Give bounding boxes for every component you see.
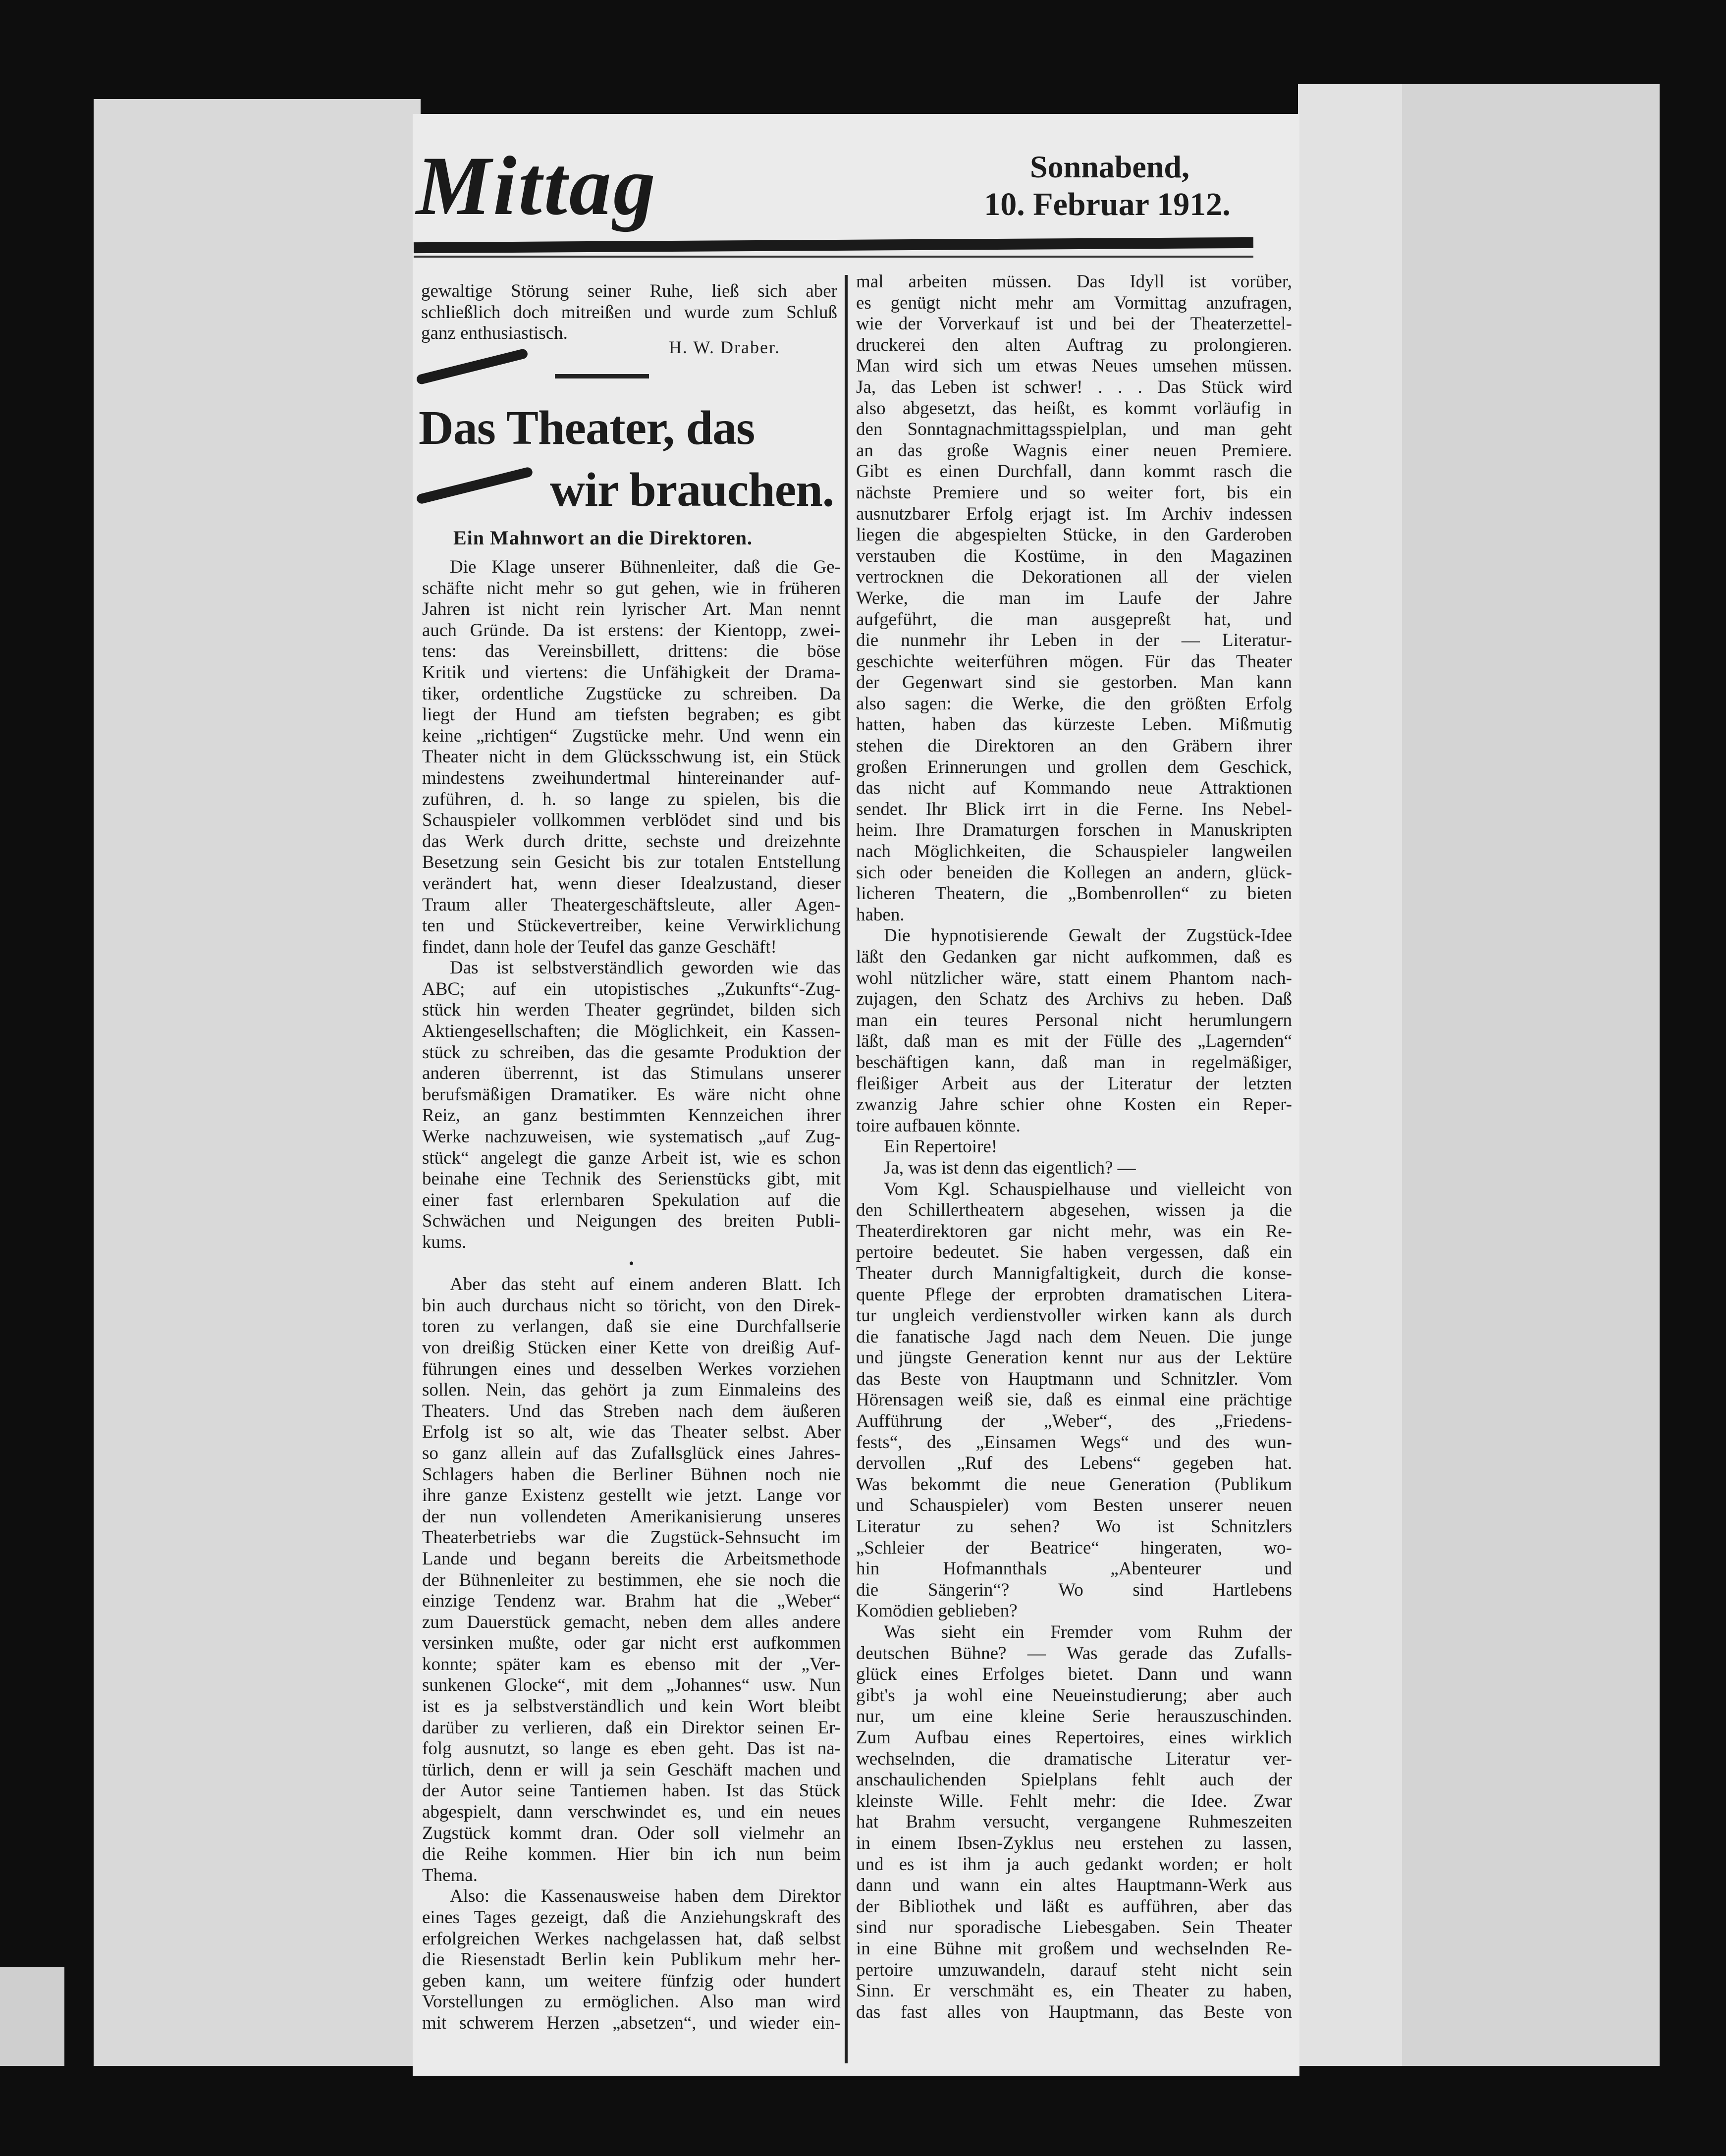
text-line: großen Erinnerungen und grollen dem Geschick, xyxy=(856,756,1292,777)
text-line: Zum Aufbau eines Repertoires, eines wirklich xyxy=(856,1727,1292,1748)
text-line: das nicht auf Kommando neue Attraktionen xyxy=(856,778,1292,799)
text-line: gibt's ja wohl eine Neueinstudierung; aber auch xyxy=(856,1685,1292,1706)
text-line: erfolgreichen Werkes nachgelassen hat, daß selbst xyxy=(422,1928,841,1949)
paragraph xyxy=(856,271,1292,925)
text-line: schließlich doch mitreißen und wurde zum Schluß xyxy=(421,302,837,323)
text-line: verstauben die Kostüme, in den Magazinen xyxy=(856,545,1292,566)
issue-date: 10. Februar 1912. xyxy=(984,186,1231,222)
paragraph xyxy=(422,1886,841,2034)
text-line: der Bibliothek und läßt es aufführen, aber das xyxy=(856,1896,1292,1917)
text-line: folg ausnutzt, so lange es eben geht. Das ist na- xyxy=(422,1738,841,1759)
text-line: türlich, denn er will ja sein Geschäft machen und xyxy=(422,1759,841,1780)
text-line: wie der Vorverkauf ist und bei der Theaterzettel- xyxy=(856,314,1292,334)
text-line: wechselnden, die dramatische Literatur ver- xyxy=(856,1748,1292,1769)
text-line: Reiz, an ganz bestimmten Kennzeichen ihrer xyxy=(422,1105,841,1126)
text-line: Werke nachzuweisen, wie systematisch „auf Zug- xyxy=(422,1127,841,1147)
text-line: Aktiengesellschaften; die Möglichkeit, ein Kassen- xyxy=(422,1021,841,1042)
text-line: stück“ angelegt die ganze Arbeit ist, wie es schon xyxy=(422,1147,841,1168)
text-line: läßt, daß man es mit der Fülle des „Lagernden“ xyxy=(856,1031,1292,1052)
section-separator: • xyxy=(629,1255,634,1272)
text-line: mal arbeiten müssen. Das Idyll ist vorüber, xyxy=(856,271,1292,292)
text-line: man ein teures Personal nicht herumlungern xyxy=(856,1010,1292,1030)
paragraph xyxy=(422,1274,841,1886)
text-line: liegt der Hund am tiefsten begraben; es gibt xyxy=(422,704,841,725)
text-line: stehen die Direktoren an den Gräbern ihrer xyxy=(856,736,1292,756)
text-line: Komödien geblieben? xyxy=(856,1601,1018,1621)
text-line: ganz enthusiastisch. xyxy=(421,323,568,344)
text-line: die fanatische Jagd nach dem Neuen. Die junge xyxy=(856,1326,1292,1347)
article-column-right xyxy=(856,271,1292,2023)
text-line: mit schwerem Herzen „absetzen“, und wieder ein- xyxy=(422,2012,841,2033)
text-line: vertrocknen die Dekorationen all der vielen xyxy=(856,567,1292,588)
text-line: aufgeführt, die man ausgepreßt hat, und xyxy=(856,609,1292,630)
text-line: tiker, ordentliche Zugstücke zu schreiben. Da xyxy=(422,683,841,704)
text-line: fests“, des „Einsamen Wegs“ und des wun- xyxy=(856,1432,1292,1453)
text-line: sunkenen Glocke“, mit dem „Johannes“ usw. Nun xyxy=(422,1675,841,1696)
text-line: Theater nicht in dem Glücksschwung ist, ein Stück xyxy=(422,747,841,767)
background-page-left xyxy=(94,99,421,2066)
text-line: Was sieht ein Fremder vom Ruhm der xyxy=(884,1622,1292,1642)
text-line: das Werk durch dritte, sechste und dreizehnte xyxy=(422,831,841,852)
text-line: einer fast erlernbaren Spekulation auf die xyxy=(422,1189,841,1210)
text-line: Was bekommt die neue Generation (Publikum xyxy=(856,1474,1292,1495)
headline-line-2: wir brauchen. xyxy=(550,463,834,517)
paragraph xyxy=(856,925,1292,1136)
text-line: in einem Ibsen-Zyklus neu erstehen zu lassen, xyxy=(856,1833,1292,1853)
text-line: „Schleier der Beatrice“ hingeraten, wo- xyxy=(856,1537,1292,1558)
text-line: schäfte nicht mehr so gut gehen, wie in früheren xyxy=(422,578,841,598)
preceding-article-author: H. W. Draber. xyxy=(669,337,780,357)
text-line: geschichte weiterführen mögen. Für das Theater xyxy=(856,651,1292,672)
text-line: von dreißig Stücken einer Kette von dreißig Auf- xyxy=(422,1337,841,1358)
paragraph xyxy=(422,958,841,1253)
text-line: toire aufbauen könnte. xyxy=(856,1115,1021,1136)
text-line: also abgesetzt, das heißt, es kommt vorläufig in xyxy=(856,398,1292,419)
text-line: geben kann, um weitere fünfzig oder hundert xyxy=(422,1970,841,1991)
issue-weekday: Sonnabend, xyxy=(1030,149,1189,184)
newspaper-masthead: Mittag xyxy=(416,139,657,232)
text-line: dervollen „Ruf des Lebens“ gegeben hat. xyxy=(856,1453,1292,1474)
text-line: Besetzung sein Gesicht bis zur totalen Entstellung xyxy=(422,852,841,873)
text-line: Theater durch Mannigfaltigkeit, durch die konse- xyxy=(856,1263,1292,1284)
text-line: ist es ja selbstverständlich und kein Wort bleibt xyxy=(422,1696,841,1717)
paragraph xyxy=(856,1158,1292,1179)
text-line: die Riesenstadt Berlin kein Publikum mehr her- xyxy=(422,1949,841,1970)
text-line: beschäftigen kann, daß man in regelmäßiger, xyxy=(856,1052,1292,1073)
paragraph xyxy=(856,1622,1292,2023)
text-line: nach Möglichkeiten, die Schauspieler langweilen xyxy=(856,841,1292,862)
article-column-left xyxy=(422,557,841,2034)
text-line: verändert hat, wenn dieser Idealzustand, dieser xyxy=(422,873,841,894)
text-line: zuführen, d. h. so lange zu spielen, bis die xyxy=(422,789,841,809)
text-line: so ganz allein auf das Zufallsglück eines Jahres- xyxy=(422,1443,841,1463)
paragraph xyxy=(856,1179,1292,1622)
text-line: Schlagers haben die Berliner Bühnen noch nie xyxy=(422,1464,841,1485)
text-line: einzige Tendenz war. Brahm hat die „Weber“ xyxy=(422,1591,841,1612)
text-line: glück eines Erfolges bietet. Dann und wann xyxy=(856,1664,1292,1685)
text-line: und es ist ihm ja auch gedankt worden; er holt xyxy=(856,1854,1292,1875)
text-line: hat Brahm versucht, vergangene Ruhmeszeiten xyxy=(856,1812,1292,1833)
column-divider xyxy=(845,275,848,2063)
text-line: tens: das Vereinsbillett, drittens: die böse xyxy=(422,641,841,662)
paragraph xyxy=(856,1136,1292,1158)
text-line: hin Hofmannthals „Abenteurer und xyxy=(856,1559,1292,1579)
text-line: druckerei den alten Auftrag zu prolongieren. xyxy=(856,334,1292,355)
text-line: pertoire bedeutet. Sie haben vergessen, daß ein xyxy=(856,1242,1292,1263)
text-line: Werke, die man im Laufe der Jahre xyxy=(856,588,1292,608)
text-line: deutschen Bühne? — Was gerade das Zufalls- xyxy=(856,1643,1292,1664)
text-line: findet, dann hole der Teufel das ganze Geschäft! xyxy=(422,936,777,957)
text-line: es genügt nicht mehr am Vormittag anzufragen, xyxy=(856,292,1292,313)
text-line: läßt den Gedanken gar nicht aufkommen, daß es xyxy=(856,947,1292,967)
text-line: Schwächen und Neigungen des breiten Publi- xyxy=(422,1211,841,1232)
text-line: Theaterdirektoren gar nicht mehr, was ein Re- xyxy=(856,1221,1292,1241)
text-line: nur, um eine kleine Serie herauszuschinden. xyxy=(856,1706,1292,1727)
text-line: der Bühnenleiter zu bestimmen, ehe sie noch die xyxy=(422,1569,841,1590)
text-line: führungen eines und desselben Werkes vorziehen xyxy=(422,1358,841,1379)
text-line: ausnutzbarer Erfolg erjagt ist. Im Archiv indessen xyxy=(856,503,1292,524)
text-line: ten und Stückevertreiber, keine Verwirklichung xyxy=(422,916,841,936)
masthead-thin-rule xyxy=(414,256,1253,258)
text-line: und jüngste Generation kennt nur aus der Lektüre xyxy=(856,1348,1292,1368)
text-line: stück hin werden Theater gegründet, bilden sich xyxy=(422,1000,841,1021)
text-line: kleinste Wille. Fehlt mehr: die Idee. Zwar xyxy=(856,1790,1292,1811)
text-line: ABC; auf ein utopistisches „Zukunfts“-Zug- xyxy=(422,978,841,999)
text-line: Die hypnotisierende Gewalt der Zugstück-Idee xyxy=(884,925,1292,946)
text-line: kums. xyxy=(422,1232,467,1252)
text-line: Aber das steht auf einem anderen Blatt. Ich xyxy=(450,1274,841,1295)
text-line: nächste Premiere und so weiter fort, bis ein xyxy=(856,482,1292,503)
text-line: bin auch durchaus nicht so töricht, von den Direk- xyxy=(422,1295,841,1316)
article-separator-rule xyxy=(555,374,649,378)
text-line: Vom Kgl. Schauspielhause und vielleicht von xyxy=(884,1179,1292,1199)
paragraph xyxy=(422,557,841,958)
text-line: die nunmehr ihr Leben in der — Literatur- xyxy=(856,630,1292,651)
text-line: sollen. Nein, das gehört ja zum Einmaleins des xyxy=(422,1380,841,1401)
text-line: zujagen, den Schatz des Archivs zu heben. Daß xyxy=(856,989,1292,1010)
text-line: Zugstück kommt dran. Oder soll vielmehr an xyxy=(422,1823,841,1843)
text-line: anderen überrennt, ist das Stimulans unserer xyxy=(422,1063,841,1084)
text-line: der nun vollendeten Amerikanisierung unseres xyxy=(422,1506,841,1527)
text-line: den Sonntagnachmittagsspielplan, und man geht xyxy=(856,419,1292,440)
text-line: keine „richtigen“ Zugstücke mehr. Und wenn ein xyxy=(422,725,841,746)
preceding-article-end xyxy=(421,280,837,343)
text-line: Die Klage unserer Bühnenleiter, daß die Ge- xyxy=(450,557,841,577)
text-line: zwanzig Jahre schier ohne Kosten ein Reper- xyxy=(856,1094,1292,1115)
text-line: fleißiger Arbeit aus der Literatur der letzten xyxy=(856,1073,1292,1094)
text-line: toren zu verlangen, daß sie eine Durchfallserie xyxy=(422,1316,841,1337)
text-line: darüber zu verlieren, daß ein Direktor seinen Er- xyxy=(422,1717,841,1738)
text-line: heim. Ihre Dramaturgen forschen in Manuskripten xyxy=(856,820,1292,841)
text-line: konnte; später kam es ebenso mit der „Ver- xyxy=(422,1654,841,1674)
article-subtitle: Ein Mahnwort an die Direktoren. xyxy=(453,527,753,549)
text-line: Lande und begann bereits die Arbeitsmethode xyxy=(422,1548,841,1569)
text-line: Traum aller Theatergeschäftsleute, aller Agen- xyxy=(422,894,841,915)
text-line: Kritik und viertens: die Unfähigkeit der Drama- xyxy=(422,662,841,683)
text-line: berufsmäßigen Dramatiker. Es wäre nicht ohne xyxy=(422,1084,841,1105)
text-line: Jahren ist nicht rein lyrischer Art. Man nennt xyxy=(422,599,841,620)
text-line: das Beste von Hauptmann und Schnitzler. Vom xyxy=(856,1368,1292,1389)
text-line: Thema. xyxy=(422,1865,478,1886)
text-line: Also: die Kassenausweise haben dem Direktor xyxy=(450,1886,841,1907)
text-line: in eine Bühne mit großem und wechselnden Re- xyxy=(856,1938,1292,1959)
text-line: pertoire umzuwandeln, darauf steht nicht sein xyxy=(856,1959,1292,1980)
text-line: die Sängerin“? Wo sind Hartlebens xyxy=(856,1579,1292,1600)
text-line: sendet. Ihr Blick irrt in die Ferne. Ins Nebel- xyxy=(856,799,1292,819)
text-line: anschaulichenden Spielplans fehlt auch der xyxy=(856,1770,1292,1790)
text-line: Sinn. Er verschmäht es, ein Theater zu haben, xyxy=(856,1981,1292,2001)
text-line: wohl nützlicher wäre, statt einem Phantom nach- xyxy=(856,968,1292,988)
text-line: Aufführung der „Weber“, des „Friedens- xyxy=(856,1411,1292,1432)
text-line: versinken mußte, oder gar nicht erst aufkommen xyxy=(422,1633,841,1654)
text-line: Man wird sich um etwas Neues umsehen müssen. xyxy=(856,356,1292,377)
text-line: quente Pflege der erprobten dramatischen Litera- xyxy=(856,1284,1292,1305)
headline-line-1: Das Theater, das xyxy=(419,401,755,455)
text-line: Erfolg ist so alt, wie das Theater selbst. Aber xyxy=(422,1422,841,1443)
text-line: ihre ganze Existenz gestellt wie jetzt. Lange vor xyxy=(422,1485,841,1506)
text-line: zum Dauerstück gemacht, neben dem alles andere xyxy=(422,1612,841,1632)
text-line: liegen die abgespielten Stücke, in den Garderoben xyxy=(856,525,1292,545)
text-line: Ja, das Leben ist schwer! . . . Das Stück wird xyxy=(856,377,1292,397)
text-line: mindestens zweihundertmal hintereinander auf- xyxy=(422,767,841,788)
text-line: Vorstellungen zu ermöglichen. Also man wird xyxy=(422,1992,841,2012)
text-line: Theaterbetriebs war die Zugstück-Sehnsucht im xyxy=(422,1527,841,1548)
text-line: also sagen: die Werke, die den größten Erfolg xyxy=(856,693,1292,714)
text-line: sind nur sporadische Liebesgaben. Sein Theater xyxy=(856,1917,1292,1938)
text-line: Ja, was ist denn das eigentlich? — xyxy=(884,1157,1136,1178)
text-line: der Gegenwart sind sie gestorben. Man kann xyxy=(856,672,1292,693)
text-line: Hörensagen weiß sie, daß es einmal eine prächtige xyxy=(856,1390,1292,1410)
text-line: tur ungleich verdienstvoller wirken kann als durch xyxy=(856,1305,1292,1326)
text-line: Ein Repertoire! xyxy=(884,1136,998,1157)
text-line: an das große Wagnis einer neuen Premiere. xyxy=(856,440,1292,461)
text-line: Gibt es einen Durchfall, dann kommt rasch die xyxy=(856,461,1292,482)
text-line: stück zu schreiben, das die gesamte Produktion der xyxy=(422,1042,841,1063)
text-line: gewaltige Störung seiner Ruhe, ließ sich aber xyxy=(421,281,837,301)
text-line: abgespielt, dann verschwindet es, und ein neues xyxy=(422,1802,841,1823)
text-line: den Schillertheatern abgesehen, wissen ja die xyxy=(856,1200,1292,1221)
text-line: auch Gründe. Da ist erstens: der Kientopp, zwei- xyxy=(422,620,841,641)
text-line: dann und wann ein altes Hauptmann-Werk aus xyxy=(856,1875,1292,1896)
text-line: beinahe eine Technik des Serienstücks gibt, mit xyxy=(422,1169,841,1189)
text-line: die Reihe kommen. Hier bin ich nun beim xyxy=(422,1844,841,1865)
text-line: licheren Theatern, die „Bombenrollen“ zu bieten xyxy=(856,883,1292,904)
text-line: Das ist selbstverständlich geworden wie das xyxy=(450,958,841,978)
text-line: Schauspieler vollkommen verblödet sind und bis xyxy=(422,810,841,831)
background-page-edge xyxy=(1298,84,1402,2066)
text-line: haben. xyxy=(856,904,905,925)
text-line: Literatur zu sehen? Wo ist Schnitzlers xyxy=(856,1516,1292,1537)
adjacent-page-sliver xyxy=(0,1967,64,2066)
text-line: der Autor seine Tantiemen haben. Ist das Stück xyxy=(422,1780,841,1801)
text-line: Theaters. Und das Streben nach dem äußeren xyxy=(422,1401,841,1421)
text-line: hatten, haben das kürzeste Leben. Mißmutig xyxy=(856,714,1292,735)
text-line: das fast alles von Hauptmann, das Beste von xyxy=(856,2001,1292,2022)
text-line: sich oder beneiden die Kollegen an andern, glück- xyxy=(856,862,1292,883)
text-line: eines Tages gezeigt, daß die Anziehungskraft des xyxy=(422,1907,841,1928)
text-line: und Schauspieler) vom Besten unserer neuen xyxy=(856,1495,1292,1516)
